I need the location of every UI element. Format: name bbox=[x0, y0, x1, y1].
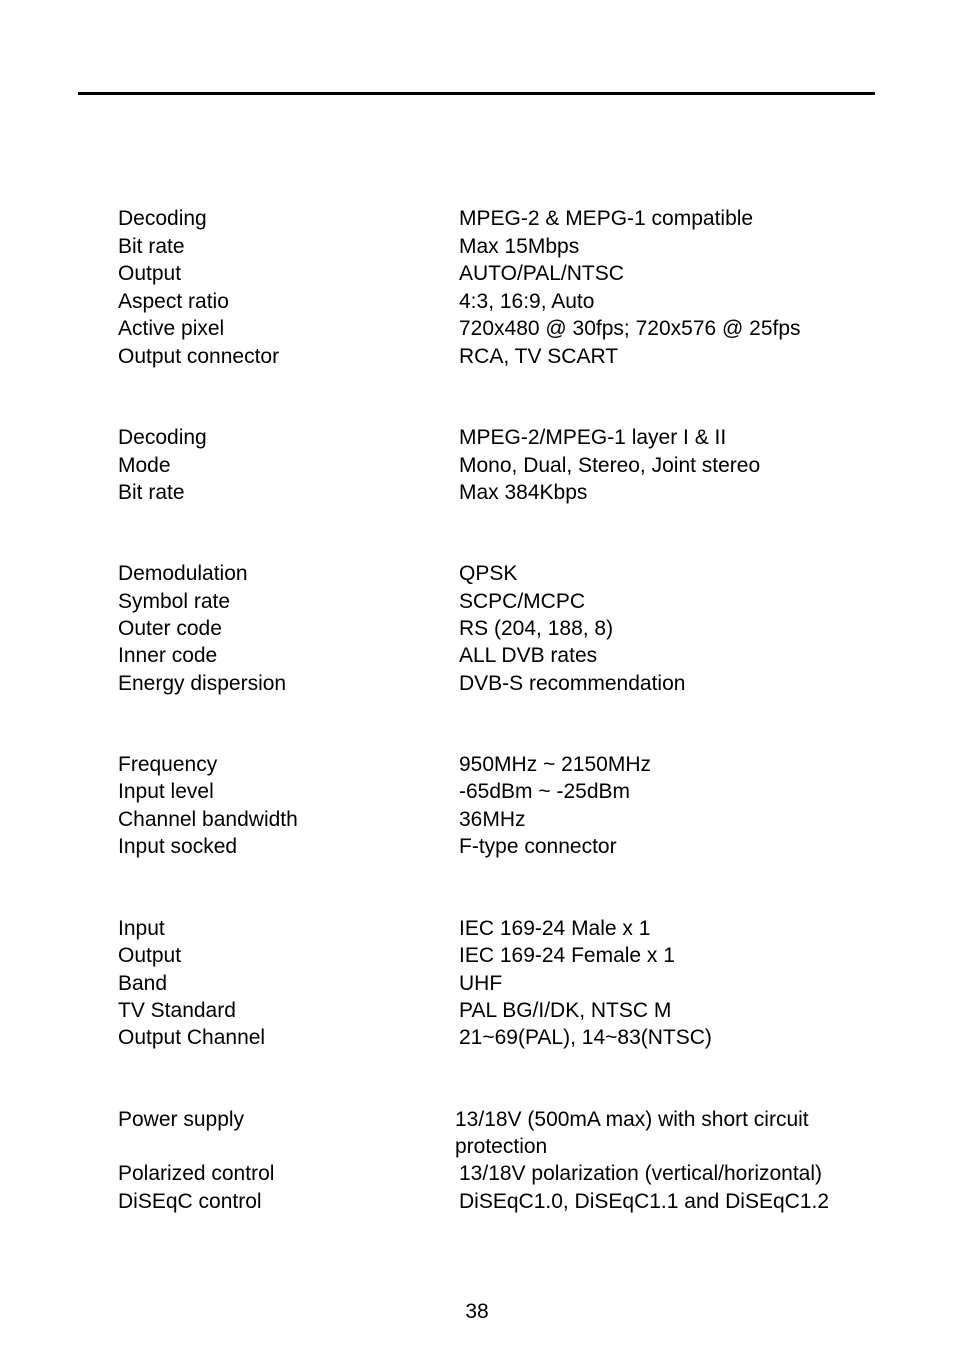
spec-value: Max 384Kbps bbox=[459, 481, 588, 504]
spec-label: Band bbox=[118, 972, 168, 995]
spec-label: Output Channel bbox=[118, 1026, 266, 1049]
spec-label: Aspect ratio bbox=[118, 290, 229, 313]
spec-label: Channel bandwidth bbox=[118, 808, 298, 831]
spec-row-diseqc-control bbox=[0, 1188, 954, 1215]
spec-row-output-channel bbox=[0, 1024, 954, 1051]
spec-value: ALL DVB rates bbox=[459, 644, 598, 667]
spec-label: Output connector bbox=[118, 345, 280, 368]
spec-label: Inner code bbox=[118, 644, 218, 667]
spec-value: DiSEqC1.0, DiSEqC1.1 and DiSEqC1.2 bbox=[459, 1190, 830, 1213]
spec-label: TV Standard bbox=[118, 999, 236, 1022]
spec-value: 13/18V (500mA max) with short circuit protection bbox=[455, 1108, 809, 1158]
spec-label: Polarized control bbox=[118, 1162, 275, 1185]
spec-row-output-connector bbox=[0, 343, 954, 370]
spec-label: Input socked bbox=[118, 835, 238, 858]
spec-value: QPSK bbox=[459, 562, 518, 585]
spec-value: Mono, Dual, Stereo, Joint stereo bbox=[459, 454, 761, 477]
spec-label: Input level bbox=[118, 780, 214, 803]
spec-label: Output bbox=[118, 944, 182, 967]
header-rule bbox=[78, 92, 875, 95]
spec-label: Bit rate bbox=[118, 481, 185, 504]
spec-label: Energy dispersion bbox=[118, 672, 287, 695]
spec-row-tv-standard bbox=[0, 997, 954, 1024]
page-number: 38 bbox=[465, 1300, 489, 1323]
spec-label: Decoding bbox=[118, 426, 207, 449]
spec-row-audio-mode bbox=[0, 452, 954, 479]
spec-row-video-decoding bbox=[0, 205, 954, 232]
spec-row-energy-dispersion bbox=[0, 670, 954, 697]
spec-value: 21~69(PAL), 14~83(NTSC) bbox=[459, 1026, 712, 1049]
spec-label: DiSEqC control bbox=[118, 1190, 262, 1213]
spec-row-band bbox=[0, 970, 954, 997]
spec-row-video-bit-rate bbox=[0, 233, 954, 260]
spec-row-input-socked bbox=[0, 833, 954, 860]
spec-value: AUTO/PAL/NTSC bbox=[459, 262, 624, 285]
spec-label: Demodulation bbox=[118, 562, 248, 585]
spec-label: Decoding bbox=[118, 207, 207, 230]
spec-row-rf-input bbox=[0, 915, 954, 942]
spec-label: Mode bbox=[118, 454, 171, 477]
spec-value: 4:3, 16:9, Auto bbox=[459, 290, 595, 313]
spec-row-symbol-rate bbox=[0, 588, 954, 615]
spec-row-rf-output bbox=[0, 942, 954, 969]
spec-row-frequency bbox=[0, 751, 954, 778]
spec-label: Power supply bbox=[118, 1108, 245, 1131]
spec-row-outer-code bbox=[0, 615, 954, 642]
spec-value: 950MHz ~ 2150MHz bbox=[459, 753, 652, 776]
spec-value: RCA, TV SCART bbox=[459, 345, 619, 368]
spec-row-polarized-control bbox=[0, 1160, 954, 1187]
spec-value: -65dBm ~ -25dBm bbox=[459, 780, 630, 803]
spec-label: Output bbox=[118, 262, 182, 285]
spec-value: Max 15Mbps bbox=[459, 235, 580, 258]
spec-row-audio-decoding bbox=[0, 424, 954, 451]
spec-row-demodulation bbox=[0, 560, 954, 587]
spec-label: Input bbox=[118, 917, 165, 940]
spec-row-input-level bbox=[0, 778, 954, 805]
spec-row-audio-bit-rate bbox=[0, 479, 954, 506]
spec-label: Frequency bbox=[118, 753, 218, 776]
spec-value: IEC 169-24 Female x 1 bbox=[459, 944, 675, 967]
spec-row-video-output bbox=[0, 260, 954, 287]
spec-label: Active pixel bbox=[118, 317, 225, 340]
spec-label: Bit rate bbox=[118, 235, 185, 258]
spec-value: 36MHz bbox=[459, 808, 526, 831]
spec-value: RS (204, 188, 8) bbox=[459, 617, 614, 640]
spec-value: PAL BG/I/DK, NTSC M bbox=[459, 999, 672, 1022]
spec-value: SCPC/MCPC bbox=[459, 590, 586, 613]
spec-value: MPEG-2 & MEPG-1 compatible bbox=[459, 207, 754, 230]
spec-row-inner-code bbox=[0, 642, 954, 669]
spec-value: UHF bbox=[459, 972, 503, 995]
spec-value: 13/18V polarization (vertical/horizontal) bbox=[459, 1162, 823, 1185]
spec-value: MPEG-2/MPEG-1 layer I & II bbox=[459, 426, 727, 449]
spec-row-power-supply bbox=[0, 1106, 954, 1160]
spec-value: F-type connector bbox=[459, 835, 617, 858]
spec-label: Outer code bbox=[118, 617, 222, 640]
spec-label: Symbol rate bbox=[118, 590, 231, 613]
spec-value: 720x480 @ 30fps; 720x576 @ 25fps bbox=[459, 317, 801, 340]
spec-row-active-pixel bbox=[0, 315, 954, 342]
spec-row-channel-bandwidth bbox=[0, 806, 954, 833]
spec-value: DVB-S recommendation bbox=[459, 672, 686, 695]
spec-value: IEC 169-24 Male x 1 bbox=[459, 917, 651, 940]
spec-row-aspect-ratio bbox=[0, 288, 954, 315]
